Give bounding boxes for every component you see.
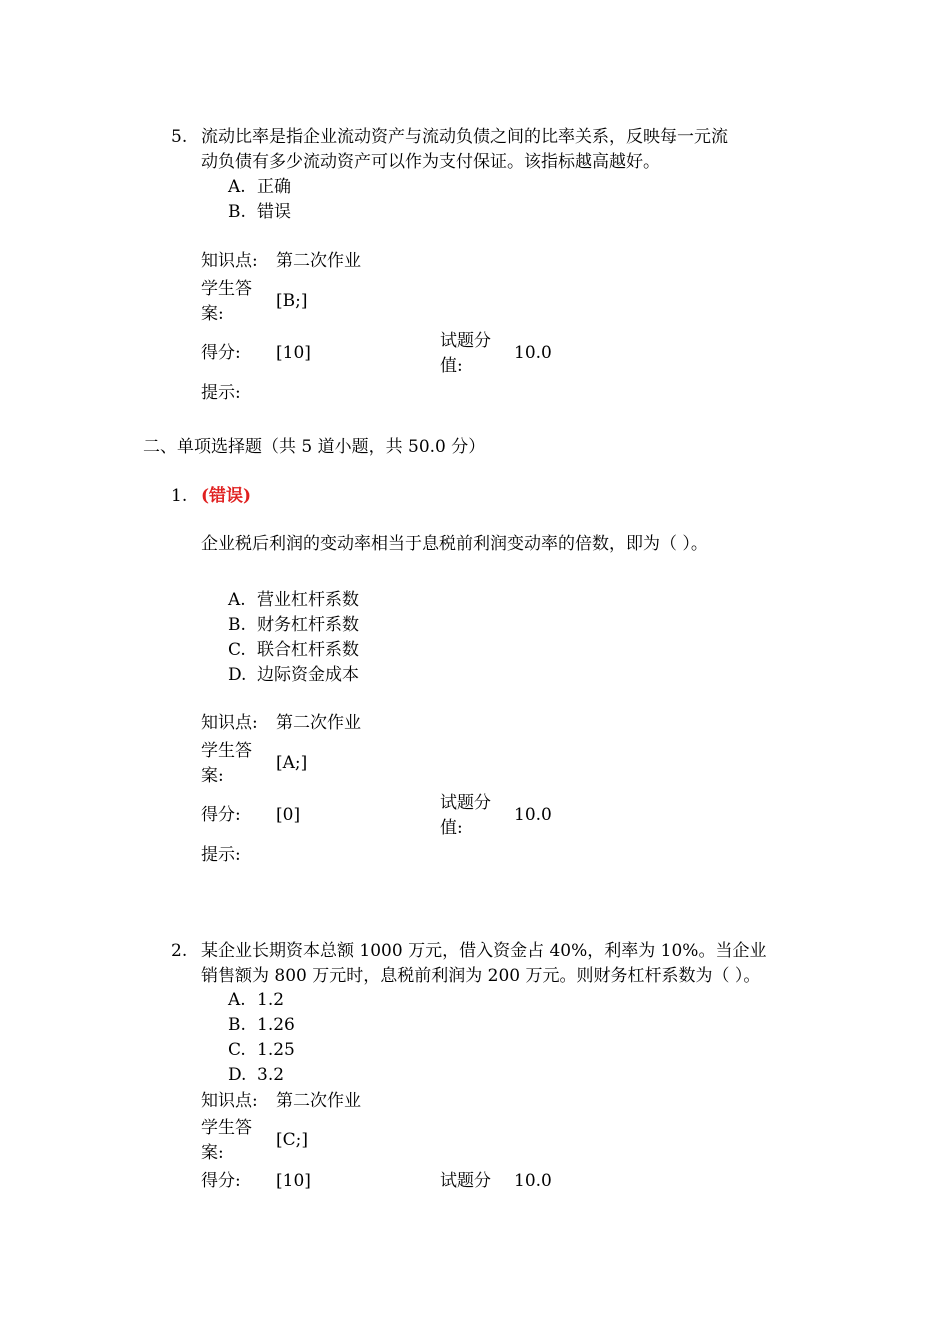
knowledge-label: 知识点: (201, 1091, 258, 1111)
hint-label: 提示: (201, 845, 241, 865)
points-label: 值: (440, 818, 463, 838)
option-text: 财务杠杆系数 (257, 615, 359, 635)
question-stem-line: 销售额为 800 万元时，息税前利润为 200 万元。则财务杠杆系数为（ ）。 (201, 966, 761, 986)
option-letter: B. (228, 615, 246, 635)
question-stem-line: 动负债有多少流动资产可以作为支付保证。该指标越高越好。 (201, 152, 660, 172)
question-stem-line: 流动比率是指企业流动资产与流动负债之间的比率关系，反映每一元流 (201, 127, 728, 147)
question-stem-line: 某企业长期资本总额 1000 万元，借入资金占 40%，利率为 10%。当企业 (201, 941, 767, 961)
points-value: 10.0 (514, 1171, 552, 1191)
points-label: 试题分 (440, 793, 491, 813)
score-label: 得分: (201, 1171, 241, 1191)
answer-value: [B;] (276, 291, 308, 311)
hint-label: 提示: (201, 383, 241, 403)
answer-label: 案: (201, 1143, 224, 1163)
option-letter: B. (228, 202, 246, 222)
option-text: 错误 (257, 202, 291, 222)
option-text: 3.2 (257, 1065, 285, 1085)
answer-label: 学生答 (201, 279, 252, 299)
option-letter: D. (228, 665, 247, 685)
points-label: 试题分 (440, 1171, 491, 1191)
option-letter: D. (228, 1065, 247, 1085)
points-value: 10.0 (514, 343, 552, 363)
question-number: 5. (171, 127, 188, 147)
option-letter: A. (228, 177, 246, 197)
points-label: 值: (440, 356, 463, 376)
option-text: 1.25 (257, 1040, 295, 1060)
wrong-status-badge: (错误) (201, 486, 252, 506)
answer-label: 学生答 (201, 741, 252, 761)
section-heading: 二、单项选择题（共 5 道小题，共 50.0 分） (143, 437, 486, 457)
question-stem: 企业税后利润的变动率相当于息税前利润变动率的倍数，即为（ ）。 (201, 534, 708, 554)
option-letter: C. (228, 640, 246, 660)
knowledge-value: 第二次作业 (276, 713, 361, 733)
option-text: 营业杠杆系数 (257, 590, 359, 610)
option-text: 1.2 (257, 990, 285, 1010)
score-value: [0] (276, 805, 301, 825)
knowledge-value: 第二次作业 (276, 251, 361, 271)
option-letter: B. (228, 1015, 246, 1035)
option-text: 1.26 (257, 1015, 295, 1035)
knowledge-label: 知识点: (201, 251, 258, 271)
answer-label: 学生答 (201, 1118, 252, 1138)
question-number: 2. (171, 941, 188, 961)
score-label: 得分: (201, 805, 241, 825)
option-letter: A. (228, 990, 246, 1010)
option-text: 边际资金成本 (257, 665, 359, 685)
option-letter: C. (228, 1040, 246, 1060)
answer-label: 案: (201, 304, 224, 324)
option-letter: A. (228, 590, 246, 610)
option-text: 正确 (257, 177, 291, 197)
score-value: [10] (276, 1171, 311, 1191)
score-label: 得分: (201, 343, 241, 363)
option-text: 联合杠杆系数 (257, 640, 359, 660)
knowledge-label: 知识点: (201, 713, 258, 733)
points-value: 10.0 (514, 805, 552, 825)
answer-value: [C;] (276, 1130, 308, 1150)
answer-label: 案: (201, 766, 224, 786)
score-value: [10] (276, 343, 311, 363)
knowledge-value: 第二次作业 (276, 1091, 361, 1111)
answer-value: [A;] (276, 753, 308, 773)
question-number: 1. (171, 486, 188, 506)
points-label: 试题分 (440, 331, 491, 351)
